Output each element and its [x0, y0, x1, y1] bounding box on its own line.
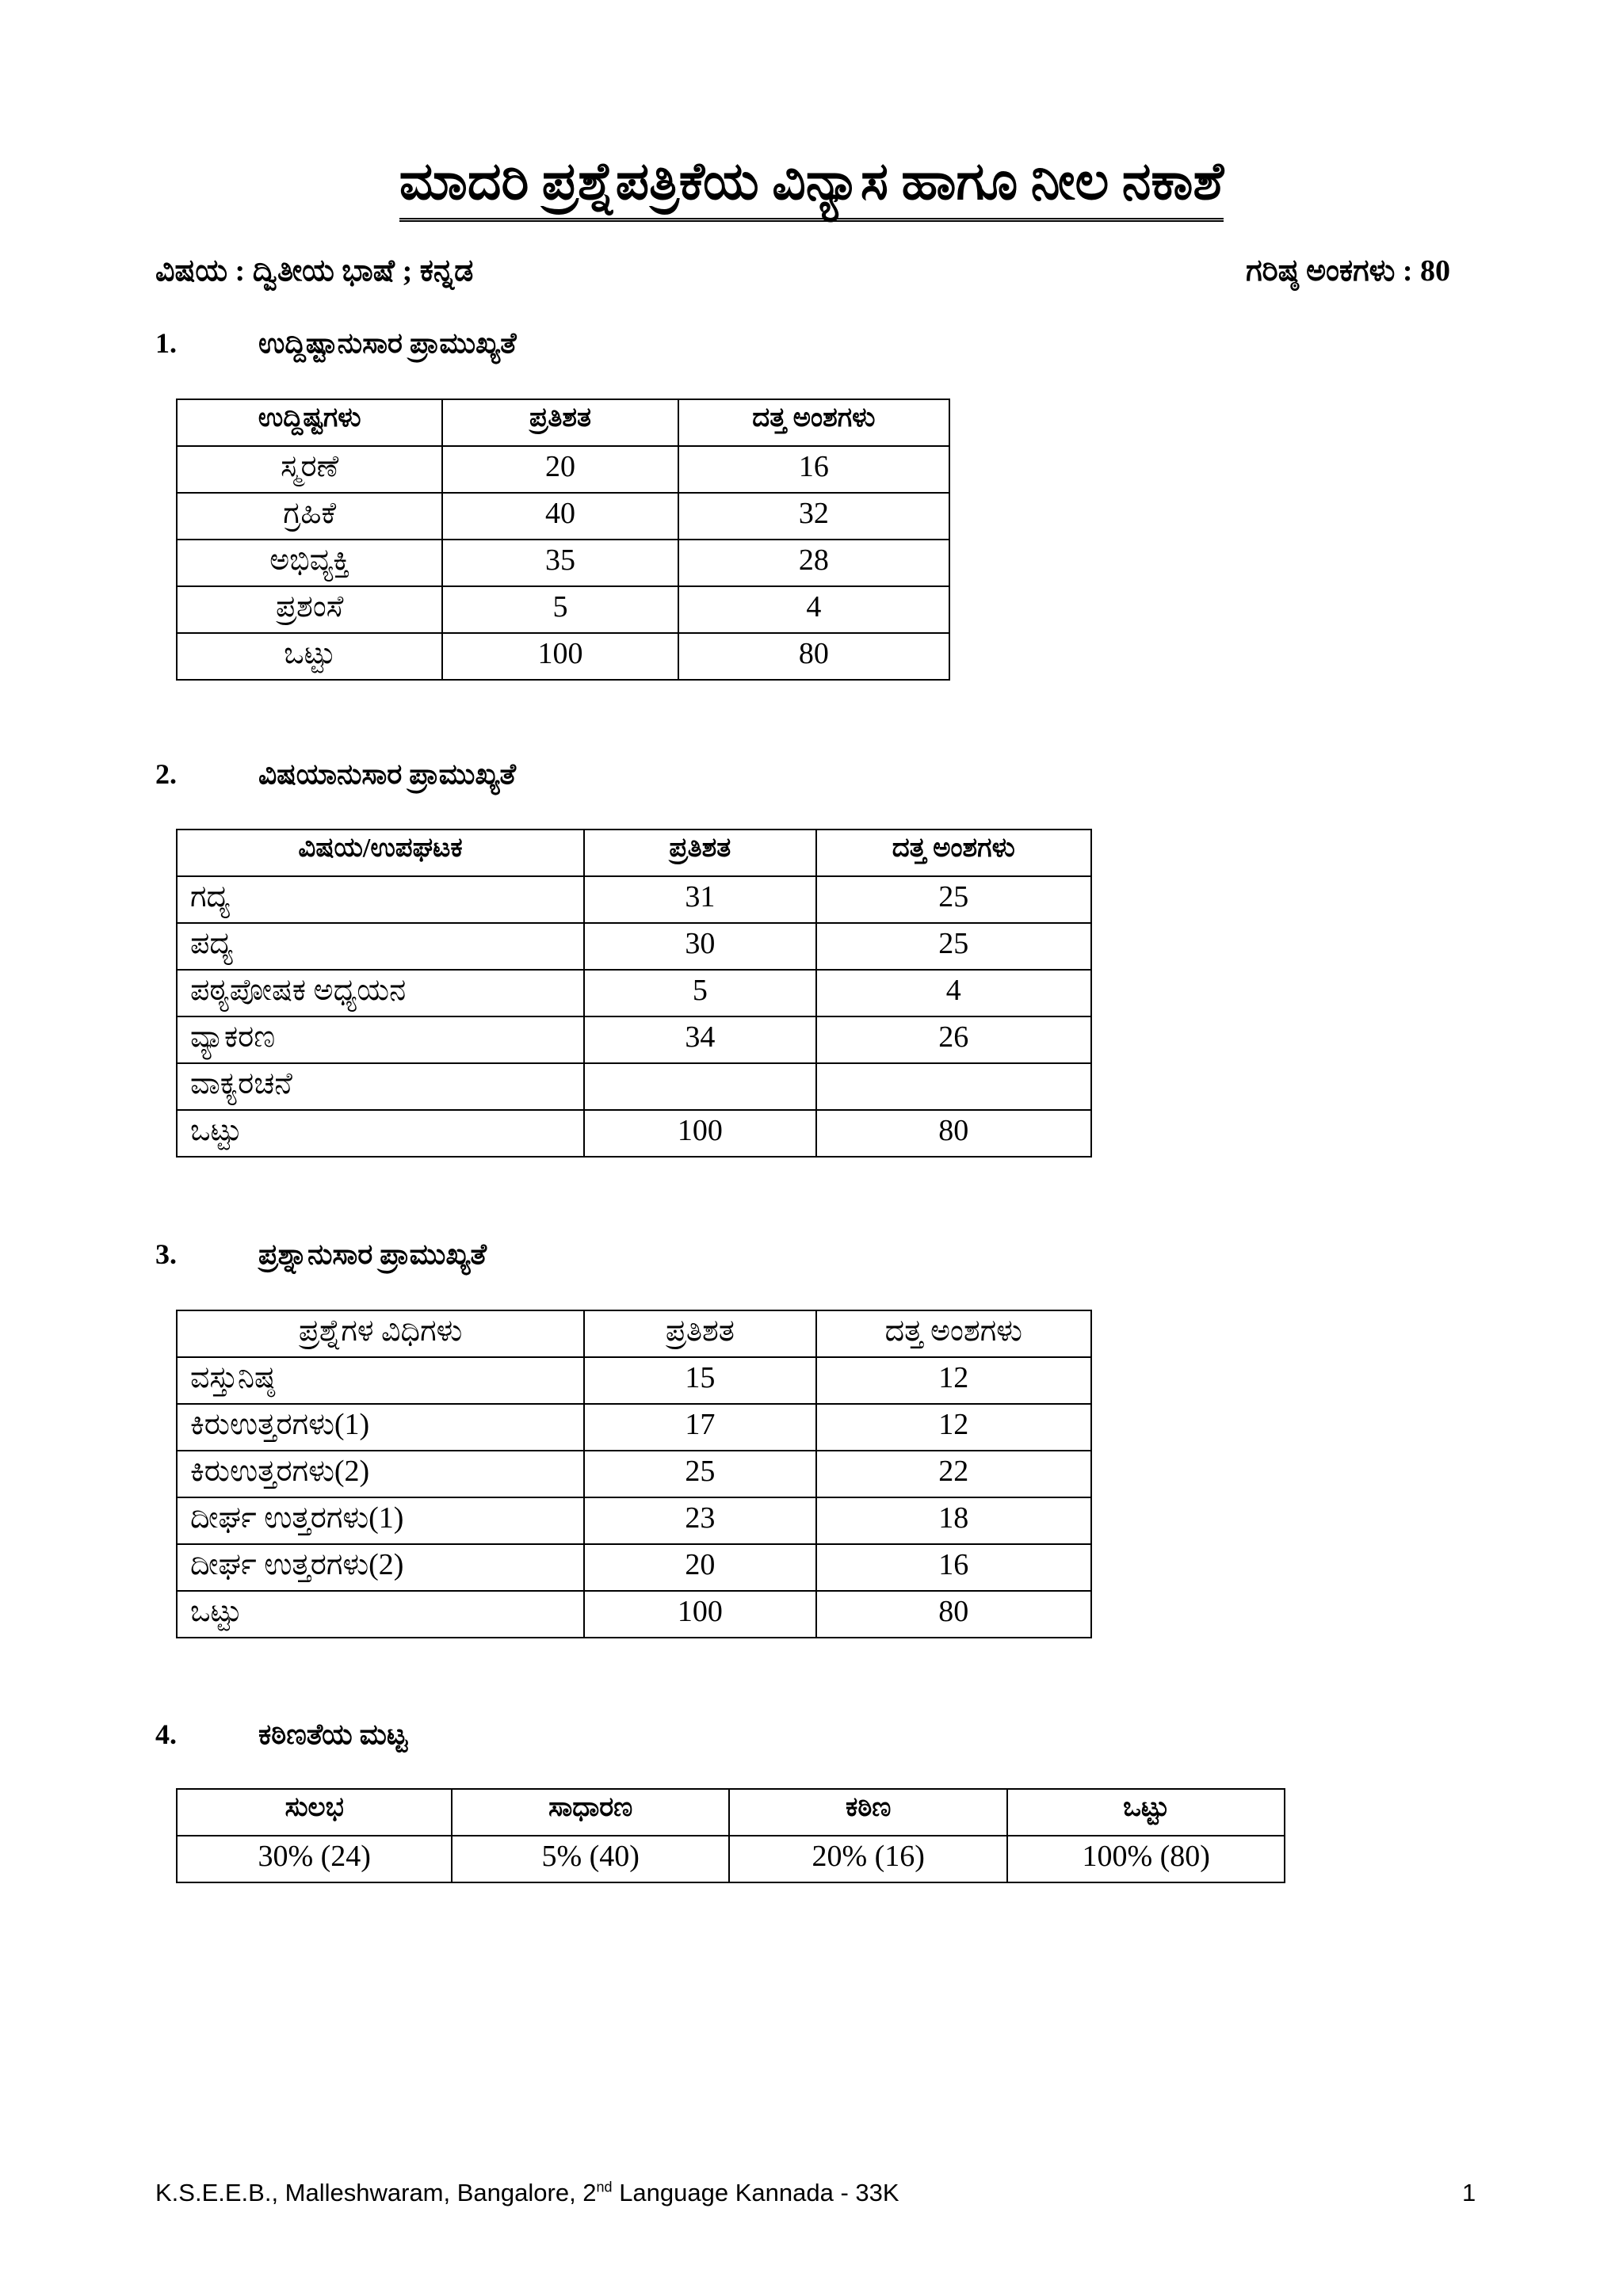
table-cell: 25	[816, 923, 1091, 970]
column-header: ಉದ್ದಿಷ್ಟಗಳು	[177, 399, 442, 446]
section-2-heading: 2. ವಿಷಯಾನುಸಾರ ಪ್ರಾಮುಖ್ಯತೆ	[155, 758, 517, 790]
column-header: ಸಾಧಾರಣ	[452, 1789, 729, 1836]
column-header: ಒಟ್ಟು	[1007, 1789, 1285, 1836]
difficulty-table	[176, 1788, 1285, 1883]
column-header: ವಿಷಯ/ಉಪಘಟಕ	[177, 830, 584, 876]
table-cell: 16	[816, 1544, 1091, 1591]
table-row	[177, 1591, 1091, 1638]
table-cell: ಪದ್ಯ	[177, 923, 584, 970]
objectives-table	[176, 399, 950, 681]
column-header: ಸುಲಭ	[177, 1789, 452, 1836]
table-cell: 80	[816, 1591, 1091, 1638]
table-cell: ಕಿರುಉತ್ತರಗಳು(2)	[177, 1451, 584, 1497]
table-cell: ಗ್ರಹಿಕೆ	[177, 493, 442, 540]
table-header-row	[177, 1310, 1091, 1357]
table-cell: 80	[678, 633, 949, 680]
table-header-row	[177, 830, 1091, 876]
table-cell: 100	[584, 1110, 816, 1157]
max-marks-label: ಗರಿಷ್ಠ ಅಂಕಗಳು : 80	[1246, 254, 1450, 288]
table-cell: 5	[442, 586, 678, 633]
table-cell: 30	[584, 923, 816, 970]
table-cell: 32	[678, 493, 949, 540]
table-cell: 17	[584, 1404, 815, 1451]
column-header: ದತ್ತ ಅಂಶಗಳು	[816, 1310, 1091, 1357]
table-cell: 25	[816, 876, 1091, 923]
table-row	[177, 1836, 1285, 1882]
table-cell: 12	[816, 1404, 1091, 1451]
table-cell: 5	[584, 970, 816, 1016]
table-cell: ಕಿರುಉತ್ತರಗಳು(1)	[177, 1404, 584, 1451]
table-cell: ಒಟ್ಟು	[177, 633, 442, 680]
table-cell: ಸ್ಮರಣೆ	[177, 446, 442, 493]
table-cell: 26	[816, 1016, 1091, 1063]
table-cell: ಗದ್ಯ	[177, 876, 584, 923]
table-cell: 23	[584, 1497, 815, 1544]
table-header-row	[177, 1789, 1285, 1836]
column-header: ದತ್ತ ಅಂಶಗಳು	[678, 399, 949, 446]
table-cell: 28	[678, 540, 949, 586]
table-row	[177, 633, 949, 680]
table-row	[177, 1110, 1091, 1157]
table-cell: ಪ್ರಶಂಸೆ	[177, 586, 442, 633]
table-cell: 35	[442, 540, 678, 586]
table-row	[177, 1357, 1091, 1404]
table-cell: 12	[816, 1357, 1091, 1404]
table-cell: 31	[584, 876, 816, 923]
column-header: ಪ್ರತಿಶತ	[584, 1310, 815, 1357]
table-row	[177, 446, 949, 493]
table-row	[177, 876, 1091, 923]
table-cell: 16	[678, 446, 949, 493]
table-cell: ವಾಕ್ಯರಚನೆ	[177, 1063, 584, 1110]
table-row	[177, 540, 949, 586]
column-header: ಪ್ರಶ್ನೆಗಳ ವಿಧಿಗಳು	[177, 1310, 584, 1357]
table-cell: 18	[816, 1497, 1091, 1544]
column-header: ಕಠಿಣ	[729, 1789, 1007, 1836]
section-1-heading: 1. ಉದ್ದಿಷ್ಟಾನುಸಾರ ಪ್ರಾಮುಖ್ಯತೆ	[155, 327, 517, 359]
subject-label: ವಿಷಯ : ದ್ವಿತೀಯ ಭಾಷೆ ; ಕನ್ನಡ	[155, 254, 474, 288]
table-cell: 22	[816, 1451, 1091, 1497]
table-row	[177, 1544, 1091, 1591]
table-cell: 100% (80)	[1007, 1836, 1285, 1882]
table-cell: 5% (40)	[452, 1836, 729, 1882]
table-cell: ವಸ್ತುನಿಷ್ಠ	[177, 1357, 584, 1404]
table-cell: ಒಟ್ಟು	[177, 1110, 584, 1157]
column-header: ಪ್ರತಿಶತ	[442, 399, 678, 446]
table-row	[177, 1016, 1091, 1063]
document-title: ಮಾದರಿ ಪ್ರಶ್ನೆಪತ್ರಿಕೆಯ ವಿನ್ಯಾಸ ಹಾಗೂ ನೀಲ ನಕಾಶೆ	[0, 151, 1623, 222]
table-cell: ವ್ಯಾಕರಣ	[177, 1016, 584, 1063]
section-3-heading: 3. ಪ್ರಶ್ನಾನುಸಾರ ಪ್ರಾಮುಖ್ಯತೆ	[155, 1238, 487, 1270]
table-row	[177, 586, 949, 633]
table-cell: ಒಟ್ಟು	[177, 1591, 584, 1638]
column-header: ದತ್ತ ಅಂಶಗಳು	[816, 830, 1091, 876]
table-row	[177, 970, 1091, 1016]
table-cell	[584, 1063, 816, 1110]
table-cell: 20	[442, 446, 678, 493]
column-header: ಪ್ರತಿಶತ	[584, 830, 816, 876]
table-cell: 20% (16)	[729, 1836, 1007, 1882]
table-cell: 20	[584, 1544, 815, 1591]
table-row	[177, 1063, 1091, 1110]
table-cell: 25	[584, 1451, 815, 1497]
table-cell: 80	[816, 1110, 1091, 1157]
table-cell: 4	[678, 586, 949, 633]
table-cell: 34	[584, 1016, 816, 1063]
table-cell	[816, 1063, 1091, 1110]
table-cell: ದೀರ್ಘ ಉತ್ತರಗಳು(1)	[177, 1497, 584, 1544]
table-cell: 30% (24)	[177, 1836, 452, 1882]
section-4-heading: 4. ಕಠಿಣತೆಯ ಮಟ್ಟ	[155, 1718, 407, 1750]
table-row	[177, 1404, 1091, 1451]
table-cell: 40	[442, 493, 678, 540]
footer-text: K.S.E.E.B., Malleshwaram, Bangalore, 2nd Language Kannada - 33K	[155, 2179, 899, 2206]
table-cell: 15	[584, 1357, 815, 1404]
page-number: 1	[1462, 2179, 1476, 2206]
content-table	[176, 829, 1092, 1158]
table-cell: ಅಭಿವ್ಯಕ್ತಿ	[177, 540, 442, 586]
table-cell: 100	[442, 633, 678, 680]
table-row	[177, 1497, 1091, 1544]
table-cell: ಪಠ್ಯಪೋಷಕ ಅಧ್ಯಯನ	[177, 970, 584, 1016]
table-row	[177, 1451, 1091, 1497]
table-cell: 4	[816, 970, 1091, 1016]
table-row	[177, 923, 1091, 970]
question-type-table	[176, 1310, 1092, 1638]
table-cell: 100	[584, 1591, 815, 1638]
table-header-row	[177, 399, 949, 446]
table-cell: ದೀರ್ಘ ಉತ್ತರಗಳು(2)	[177, 1544, 584, 1591]
table-row	[177, 493, 949, 540]
